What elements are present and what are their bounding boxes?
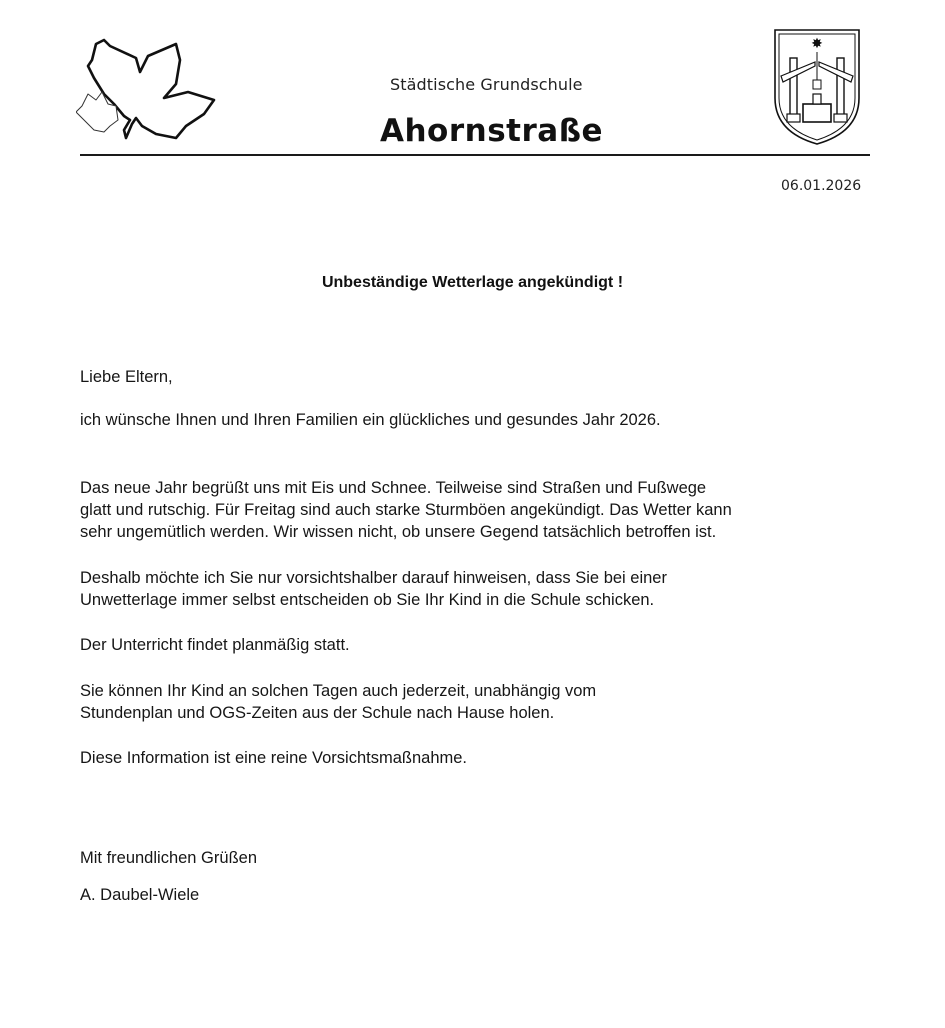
greeting: Liebe Eltern, (80, 368, 173, 386)
maple-leaf-icon (76, 34, 226, 144)
paragraph-line: sehr ungemütlich werden. Wir wissen nicht, ob unsere Gegend tatsächlich betroffen ist. (80, 523, 717, 541)
paragraph-line: Stundenplan und OGS-Zeiten aus der Schule nach Hause holen. (80, 704, 555, 722)
header-divider (80, 154, 870, 156)
closing: Mit freundlichen Grüßen (80, 849, 257, 867)
paragraph-line: Deshalb möchte ich Sie nur vorsichtshalber darauf hinweisen, dass Sie bei einer (80, 569, 667, 587)
paragraph-wishes (80, 409, 661, 431)
paragraph-weather (80, 477, 732, 543)
paragraph-line: Das neue Jahr begrüßt uns mit Eis und Schnee. Teilweise sind Straßen und Fußwege (80, 479, 707, 497)
paragraph-precaution (80, 747, 467, 769)
paragraph-line: glatt und rutschig. Für Freitag sind auch starke Sturmböen angekündigt. Das Wetter kann (80, 501, 732, 519)
school-subtitle: Städtische Grundschule (390, 75, 583, 94)
paragraph-line: Der Unterricht findet planmäßig statt. (80, 636, 350, 654)
school-name: Ahornstraße (380, 113, 604, 149)
paragraph-line: Sie können Ihr Kind an solchen Tagen auch jederzeit, unabhängig vom (80, 682, 597, 700)
paragraph-line: Diese Information ist eine reine Vorsichtsmaßnahme. (80, 749, 468, 767)
paragraph-line: Unwetterlage immer selbst entscheiden ob Sie Ihr Kind in die Schule schicken. (80, 591, 655, 609)
paragraph-advice (80, 567, 667, 611)
letter-date: 06.01.2026 (781, 178, 862, 194)
paragraph-line: ich wünsche Ihnen und Ihren Familien ein glückliches und gesundes Jahr 2026. (80, 411, 661, 429)
paragraph-lessons (80, 634, 350, 656)
paragraph-pickup (80, 680, 596, 724)
letter-title: Unbeständige Wetterlage angekündigt ! (321, 274, 624, 291)
coat-of-arms-icon (771, 28, 863, 146)
svg-text:✸: ✸ (811, 35, 823, 51)
signature: A. Daubel-Wiele (80, 886, 200, 904)
